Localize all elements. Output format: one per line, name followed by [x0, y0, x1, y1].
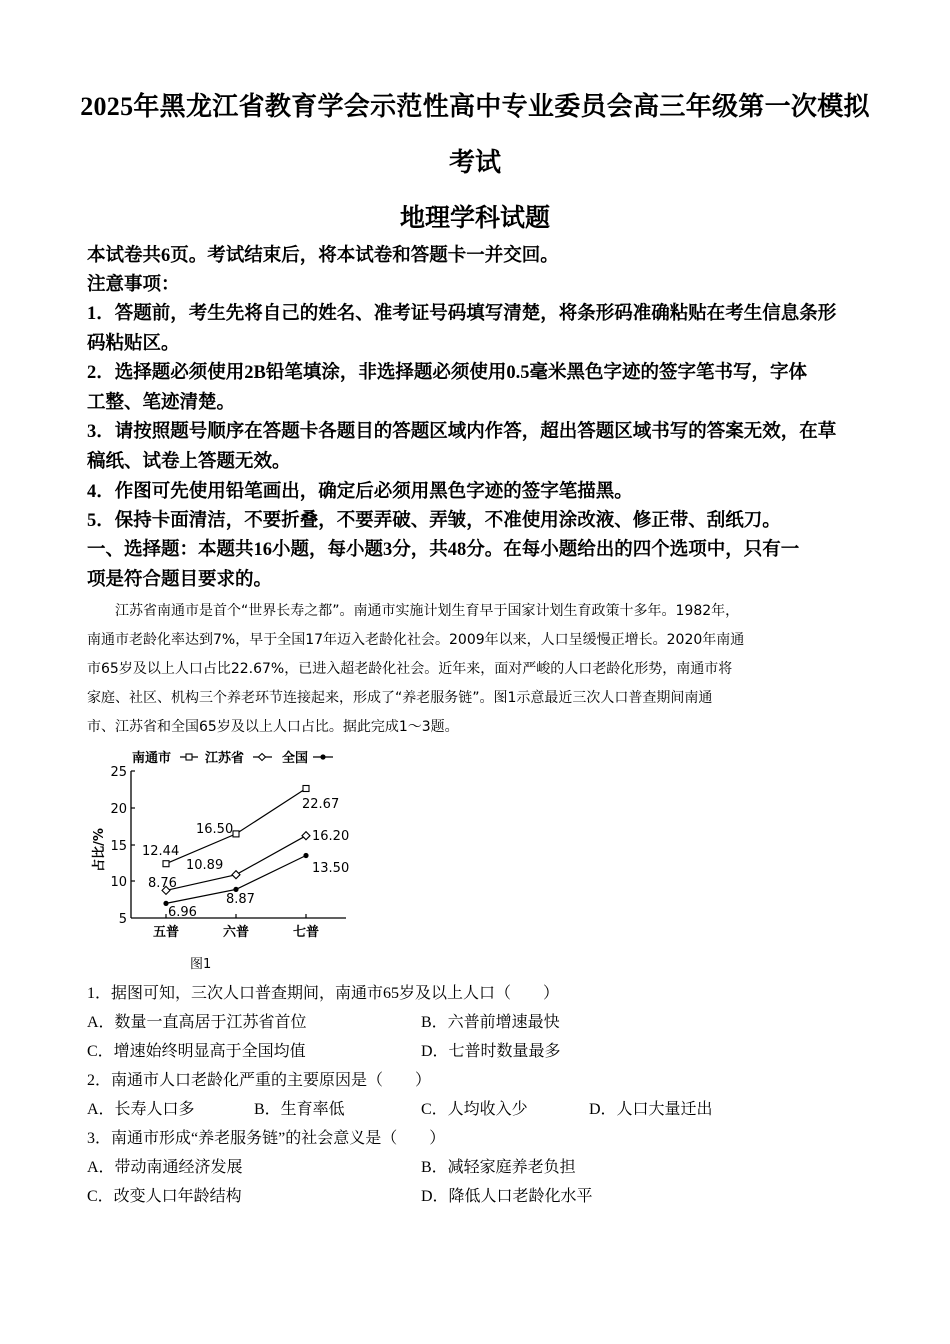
passage-line-5: 市、江苏省和全国65岁及以上人口占比。据此完成1～3题。 [87, 719, 459, 735]
notice-item-3-line2: 稿纸、试卷上答题无效。 [87, 452, 291, 472]
question-2-option-c[interactable]: C．人均收入少 [421, 1101, 528, 1118]
y-axis-label: 占比/% [92, 828, 107, 872]
question-2-option-d[interactable]: D．人口大量迁出 [589, 1101, 713, 1118]
notice-item-5: 5．保持卡面清洁，不要折叠，不要弄破、弄皱，不准使用涂改液、修正带、刮纸刀。 [87, 511, 781, 531]
passage-line-1: 江苏省南通市是首个“世界长寿之都”。南通市实施计划生育早于国家计划生育政策十多年。1982年， [87, 603, 740, 619]
question-3-option-a[interactable]: A．带动南通经济发展 [87, 1159, 243, 1176]
label-national-6: 8.87 [226, 892, 255, 907]
question-2-stem: 2．南通市人口老龄化严重的主要原因是（ ） [87, 1072, 432, 1089]
question-2-option-a[interactable]: A．长寿人口多 [87, 1101, 195, 1118]
question-1-option-d[interactable]: D．七普时数量最多 [421, 1043, 561, 1060]
series-nantong [142, 786, 339, 867]
x-tick-labels [153, 924, 319, 940]
notice-item-2-line1: 2．选择题必须使用2B铅笔填涂，非选择题必须使用0.5毫米黑色字迹的签字笔书写，字体 [87, 363, 807, 383]
svg-text:七普: 七普 [292, 925, 320, 940]
figure-caption: 图1 [190, 957, 212, 972]
label-jiangsu-7: 16.20 [312, 829, 350, 844]
passage-line-2: 南通市老龄化率达到7%，早于全国17年迈入老龄化社会。2009年以来，人口呈缓慢正增长。2020年南通 [87, 632, 745, 648]
legend-jiangsu: 江苏省 [205, 751, 245, 766]
section-heading-line1: 一、选择题：本题共16小题，每小题3分，共48分。在每小题给出的四个选项中，只有一 [87, 540, 800, 560]
svg-text:15: 15 [110, 839, 127, 854]
dot-marker-icon [320, 754, 325, 759]
question-2-option-b[interactable]: B．生育率低 [254, 1101, 345, 1118]
svg-text:25: 25 [110, 765, 127, 780]
notice-item-1-line1: 1．答题前，考生先将自己的姓名、准考证号码填写清楚，将条形码准确粘贴在考生信息条形 [87, 304, 837, 324]
question-3-option-c[interactable]: C．改变人口年龄结构 [87, 1188, 242, 1205]
passage-line-4: 家庭、社区、机构三个养老环节连接起来，形成了“养老服务链”。图1示意最近三次人口普查期间南通 [87, 690, 713, 706]
y-tick-labels [110, 765, 127, 927]
question-3-stem: 3．南通市形成“养老服务链”的社会意义是（ ） [87, 1130, 446, 1147]
question-3-option-b[interactable]: B．减轻家庭养老负担 [421, 1159, 576, 1176]
question-1-option-c[interactable]: C．增速始终明显高于全国均值 [87, 1043, 306, 1060]
diamond-marker-icon [259, 754, 266, 761]
notice-item-4: 4．作图可先使用铅笔画出，确定后必须用黑色字迹的签字笔描黑。 [87, 482, 633, 502]
passage-line-3: 市65岁及以上人口占比22.67%，已进入超老龄化社会。近年来，面对严峻的人口老龄化形势，南通市将 [87, 661, 733, 677]
svg-text:10: 10 [110, 875, 127, 890]
subject-title: 地理学科试题 [399, 205, 550, 232]
label-jiangsu-5: 8.76 [148, 876, 177, 891]
question-1-option-a[interactable]: A．数量一直高居于江苏省首位 [87, 1014, 307, 1031]
svg-text:5: 5 [118, 912, 127, 927]
svg-text:20: 20 [110, 802, 127, 817]
label-nantong-5: 12.44 [142, 844, 180, 859]
notice-item-2-line2: 工整、笔迹清楚。 [87, 393, 236, 413]
square-marker-icon [186, 754, 192, 760]
exam-intro: 本试卷共6页。考试结束后，将本试卷和答题卡一并交回。 [87, 246, 559, 266]
label-national-5: 6.96 [168, 905, 197, 920]
exam-title-line1: 2025年黑龙江省教育学会示范性高中专业委员会高三年级第一次模拟 [80, 92, 870, 121]
question-3-option-d[interactable]: D．降低人口老龄化水平 [421, 1188, 593, 1205]
svg-text:五普: 五普 [152, 925, 180, 940]
label-jiangsu-6: 10.89 [186, 858, 224, 873]
question-1-option-b[interactable]: B．六普前增速最快 [421, 1014, 560, 1031]
legend-national: 全国 [282, 751, 309, 766]
label-nantong-7: 22.67 [302, 797, 340, 812]
notice-item-1-line2: 码粘贴区。 [87, 334, 180, 354]
legend-nantong: 南通市 [132, 751, 172, 766]
chart-legend [132, 750, 333, 766]
label-national-7: 13.50 [312, 861, 350, 876]
label-nantong-6: 16.50 [196, 822, 234, 837]
notice-heading: 注意事项： [87, 275, 180, 295]
section-heading-line2: 项是符合题目要求的。 [87, 570, 273, 590]
exam-title-line2: 考试 [448, 148, 501, 177]
question-1-stem: 1．据图可知，三次人口普查期间，南通市65岁及以上人口（ ） [87, 985, 560, 1002]
notice-item-3-line1: 3．请按照题号顺序在答题卡各题目的答题区域内作答，超出答题区域书写的答案无效，在草 [87, 422, 837, 442]
svg-text:六普: 六普 [222, 925, 250, 940]
